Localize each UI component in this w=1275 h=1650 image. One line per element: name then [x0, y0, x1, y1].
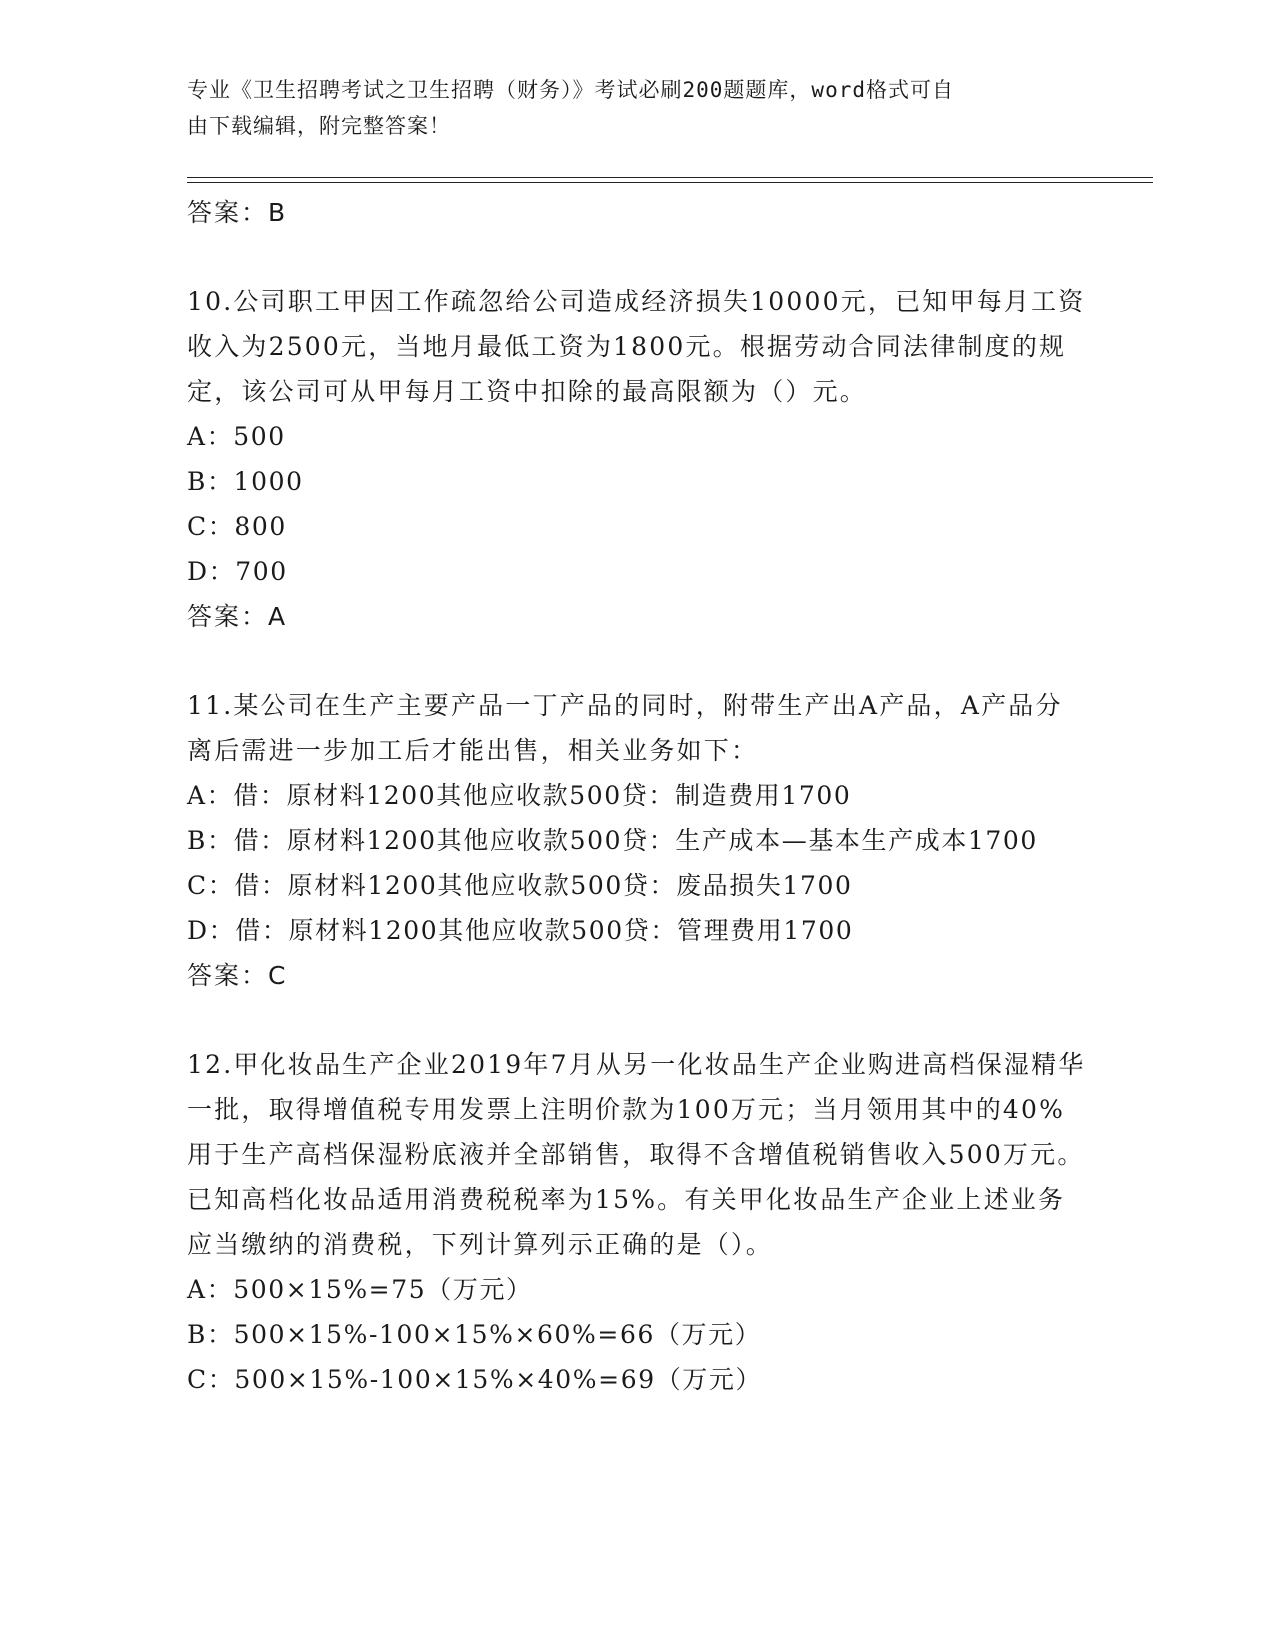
option-a: A：500 [187, 422, 286, 451]
previous-answer: 答案：B [187, 198, 288, 227]
option-a: A：500×15%=75（万元） [187, 1275, 533, 1304]
option-c: C：借：原材料1200其他应收款500贷：废品损失1700 [187, 871, 853, 900]
option-b: B：500×15%-100×15%×60%=66（万元） [187, 1320, 762, 1349]
question-12 [187, 1042, 1087, 1402]
option-d: D：700 [187, 557, 288, 586]
question-stem: 12.甲化妆品生产企业2019年7月从另一化妆品生产企业购进高档保湿精华一批，取得增值税专用发票上注明价款为100万元；当月领用其中的40%用于生产高档保湿粉底液并全部销售，取得不含增值税销售收入500万元。已知高档化妆品适用消费税税率为15%。有关甲化妆品生产企业上述业务应当缴纳的消费税，下列计算列示正确的是（）。 [187, 1050, 1086, 1259]
question-10 [187, 279, 1087, 640]
option-d: D：借：原材料1200其他应收款500贷：管理费用1700 [187, 916, 854, 945]
question-stem: 11.某公司在生产主要产品一丁产品的同时，附带生产出A产品，A产品分离后需进一步加工后才能出售，相关业务如下： [187, 691, 1063, 765]
question-11 [187, 683, 1087, 999]
answer: 答案：C [187, 961, 288, 990]
header-divider-top [187, 177, 1153, 178]
answer: 答案：A [187, 602, 288, 631]
option-c: C：500×15%-100×15%×40%=69（万元） [187, 1365, 763, 1394]
option-b: B：借：原材料1200其他应收款500贷：生产成本—基本生产成本1700 [187, 826, 1038, 855]
option-a: A：借：原材料1200其他应收款500贷：制造费用1700 [187, 781, 852, 810]
spacer [187, 999, 1087, 1042]
spacer [187, 640, 1087, 683]
document-body [187, 190, 1087, 1402]
question-stem: 10.公司职工甲因工作疏忽给公司造成经济损失10000元，已知甲每月工资收入为2500元，当地月最低工资为1800元。根据劳动合同法律制度的规定，该公司可从甲每月工资中扣除的最高限额为（）元。 [187, 287, 1086, 406]
option-b: B：1000 [187, 467, 304, 496]
option-c: C：800 [187, 512, 287, 541]
document-header [187, 72, 1067, 144]
spacer [187, 236, 1087, 279]
header-divider-bottom [187, 182, 1153, 183]
header-line-2: 由下载编辑，附完整答案！ [187, 114, 451, 138]
header-line-1: 专业《卫生招聘考试之卫生招聘（财务）》考试必刷200题题库，word格式可自 [187, 78, 954, 102]
